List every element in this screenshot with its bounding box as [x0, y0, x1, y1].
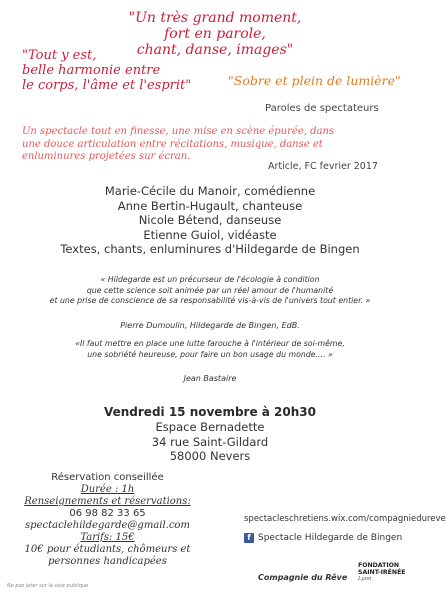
reservation-title: Réservation conseillée: [51, 472, 164, 483]
fondation-line: FONDATION: [358, 562, 400, 569]
quote-line: fort en parole,: [164, 26, 266, 42]
cast-item: Nicole Bétend, danseuse: [138, 213, 282, 227]
tarifs: Tarifs: 15€: [80, 532, 135, 543]
article-line: Un spectacle tout en finesse, une mise en scène épurée, dans: [22, 126, 335, 137]
info-label: Renseignements et réservations:: [24, 496, 191, 507]
cast-item: Etienne Guiol, vidéaste: [143, 227, 277, 242]
citation-dumoulin: [30, 275, 390, 307]
quote-line: le corps, l'âme et l'esprit": [22, 78, 192, 93]
citation-bastaire-source: Jean Bastaire: [183, 374, 237, 383]
cast-item: Textes, chants, enluminures d'Hildegarde de Bingen: [60, 242, 360, 256]
event-venue: [110, 420, 310, 464]
cast-item: Anne Bertin-Hugault, chanteuse: [117, 198, 303, 213]
venue-line: Espace Bernadette: [155, 420, 265, 434]
citation-line: une sobriété heureuse, pour faire un bon usage du monde.... »: [87, 349, 333, 359]
quote-line: "Un très grand moment,: [128, 10, 302, 26]
fondation-line: Lyon: [358, 576, 372, 582]
reduced-price: 10€ pour étudiants, chômeurs et: [24, 544, 191, 555]
quote-left: [22, 48, 212, 93]
compagnie-logo: Compagnie du Rêve: [258, 573, 348, 582]
website-link[interactable]: spectacleschretiens.wix.com/compagniedureve: [244, 514, 446, 524]
cast-item: Marie-Cécile du Manoir, comédienne: [104, 184, 316, 198]
facebook-link[interactable]: [244, 533, 402, 543]
citation-line: «Il faut mettre en place une lutte farouche à l'intérieur de soi-même,: [75, 339, 345, 348]
reduced-price: personnes handicapées: [48, 556, 167, 567]
article-line: enluminures projetées sur écran.: [22, 151, 191, 162]
quote-line: chant, danse, images": [136, 42, 294, 58]
facebook-icon: f: [244, 533, 254, 543]
citation-dumoulin-source: Pierre Dumoulin, Hildegarde de Bingen, EdB.: [120, 321, 300, 330]
reservation-block: [10, 472, 205, 568]
citation-line: « Hildegarde est un précurseur de l'écologie à condition: [100, 275, 320, 284]
venue-line: 34 rue Saint-Gildard: [151, 434, 269, 449]
article-excerpt: [22, 126, 387, 164]
citation-line: et une prise de conscience de sa responsabilité vis-à-vis de l'univers tout entier. »: [49, 296, 371, 305]
phone-number[interactable]: 06 98 82 33 65: [69, 508, 146, 519]
article-source: Article, FC fevrier 2017: [268, 161, 378, 172]
duration: Durée : 1h: [80, 484, 135, 495]
footnote: Ne pas jeter sur la voie publique: [7, 583, 89, 589]
quote-right: "Sobre et plein de lumière": [228, 73, 401, 88]
citation-bastaire: [30, 339, 390, 360]
venue-line: 58000 Nevers: [169, 449, 251, 463]
facebook-label: Spectacle Hildegarde de Bingen: [258, 533, 403, 543]
event-date: Vendredi 15 novembre à 20h30: [103, 405, 316, 419]
fondation-line: SAINT-IRÉNÉE: [358, 569, 406, 576]
article-line: une douce articulation entre récitations, musique, danse et: [22, 138, 323, 150]
quote-line: belle harmonie entre: [22, 63, 161, 78]
email-link[interactable]: spectaclehildegarde@gmail.com: [25, 520, 190, 531]
cast-list: [60, 184, 360, 257]
citation-line: que cette science soit animée par un réel amour de l'humanité: [86, 285, 334, 295]
fondation-logo: [358, 562, 410, 588]
quote-line: "Tout y est,: [22, 48, 97, 63]
quote-source: Paroles de spectateurs: [265, 103, 379, 114]
